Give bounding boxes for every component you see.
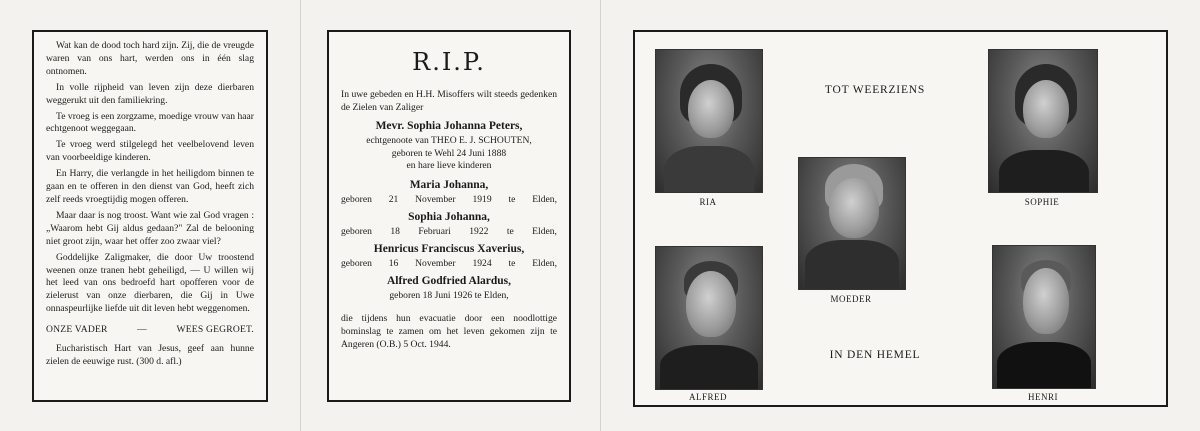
birth-te: te — [506, 225, 514, 237]
birth-day: 18 — [390, 225, 400, 237]
birth-word: geboren — [341, 257, 372, 269]
birth-word: geboren — [341, 225, 372, 237]
portraits-panel — [633, 30, 1168, 407]
caption-sophie: SOPHIE — [1024, 197, 1060, 207]
card-fold-right — [600, 0, 601, 431]
heading-in-den-hemel: IN DEN HEMEL — [829, 349, 921, 361]
child-name: Henricus Franciscus Xaverius, — [373, 242, 525, 255]
child-name: Alfred Godfried Alardus, — [386, 274, 512, 287]
children-intro: en hare lieve kinderen — [406, 160, 492, 171]
birth-place: Elden, — [532, 225, 557, 237]
birth-year: 1922 — [469, 225, 489, 237]
child-name: Maria Johanna, — [409, 178, 489, 191]
heading-tot-weerziens: TOT WEERZIENS — [824, 84, 926, 96]
prayer-line — [46, 324, 254, 335]
child-birth: geboren 18 Juni 1926 te Elden, — [389, 289, 509, 301]
birth-month: Februari — [418, 225, 451, 237]
prayer-dash: — — [137, 324, 147, 336]
child-birth — [341, 194, 557, 205]
mother-birth: geboren te Wehl 24 Juni 1888 — [391, 147, 507, 159]
birth-te: te — [508, 257, 516, 269]
paragraph: Te vroeg is een zorgzame, moedige vrouw van haar echtgenoot weggegaan. — [46, 110, 254, 135]
consolation-text-panel — [32, 30, 268, 402]
birth-place: Elden, — [532, 193, 557, 205]
birth-year: 1919 — [472, 193, 492, 205]
photo-moeder — [798, 157, 906, 290]
photo-henri — [992, 245, 1096, 389]
paragraph: Maar daar is nog troost. Want wie zal God vragen : „Waarom hebt Gij aldus gedaan?" Zal de belooning niet groot zijn, waar het offer zoo zwaar viel? — [46, 209, 254, 247]
closing-invocation: Eucharistisch Hart van Jesus, geef aan hunne zielen de eeuwige rust. (300 d. afl.) — [46, 343, 254, 368]
photo-alfred — [655, 246, 763, 390]
caption-henri: HENRI — [1028, 392, 1058, 402]
birth-day: 16 — [388, 257, 399, 269]
birth-te: te — [508, 193, 516, 205]
paragraph: En Harry, die verlangde in het heiligdom binnen te gaan en te offeren in den dienst van God, heeft zich zelf reeds vroegtijdig mogen offeren. — [46, 168, 254, 205]
prayer-wees-gegroet: WEES GEGROET. — [176, 324, 254, 336]
child-birth — [341, 226, 557, 237]
caption-ria: RIA — [699, 197, 717, 207]
caption-alfred: ALFRED — [688, 392, 727, 402]
paragraph: Te vroeg werd stilgelegd het veelbelovend leven van voorbeeldige kinderen. — [46, 139, 254, 164]
birth-year: 1924 — [472, 257, 492, 269]
mother-spouse: echtgenoote van THEO E. J. SCHOUTEN, — [366, 135, 532, 146]
birth-word: geboren — [341, 193, 372, 205]
child-birth — [341, 258, 557, 269]
paragraph: In volle rijpheid van leven zijn deze dierbaren weggerukt uit den familiekring. — [46, 81, 254, 106]
birth-month: November — [415, 257, 456, 269]
rip-title: R.I.P. — [412, 48, 486, 76]
mother-name: Mevr. Sophia Johanna Peters, — [375, 120, 523, 132]
prayer-onze-vader: ONZE VADER — [46, 324, 108, 336]
birth-day: 21 — [388, 193, 399, 205]
intro-text: In uwe gebeden en H.H. Misoffers wilt steeds gedenken de Zielen van Zaliger — [341, 89, 557, 113]
card-fold-left — [300, 0, 301, 431]
caption-moeder: MOEDER — [830, 294, 872, 304]
final-statement: die tijdens hun evacuatie door een noodlottige bominslag te zamen om het leven gekomen zijn te Angeren (O.B.) 5 Oct. 1944. — [341, 313, 557, 350]
memorial-text-panel — [327, 30, 571, 402]
photo-ria — [655, 49, 763, 193]
paragraph: Wat kan de dood toch hard zijn. Zij, die de vreugde waren van ons hart, werden ons in één slag ontnomen. — [46, 40, 254, 77]
birth-place: Elden, — [532, 257, 557, 269]
paragraph: Goddelijke Zaligmaker, die door Uw troostend weenen onze tranen hebt geheiligd, — U willen wij het leed van ons bedroefd hart opofferen voor de zielerust van onze dierbaren, die Gij in Uwe onnaspeurlijke liefde uit dit leven hebt weggenomen. — [46, 251, 254, 315]
photo-sophie — [988, 49, 1098, 193]
birth-month: November — [415, 193, 456, 205]
child-name: Sophia Johanna, — [408, 210, 490, 223]
